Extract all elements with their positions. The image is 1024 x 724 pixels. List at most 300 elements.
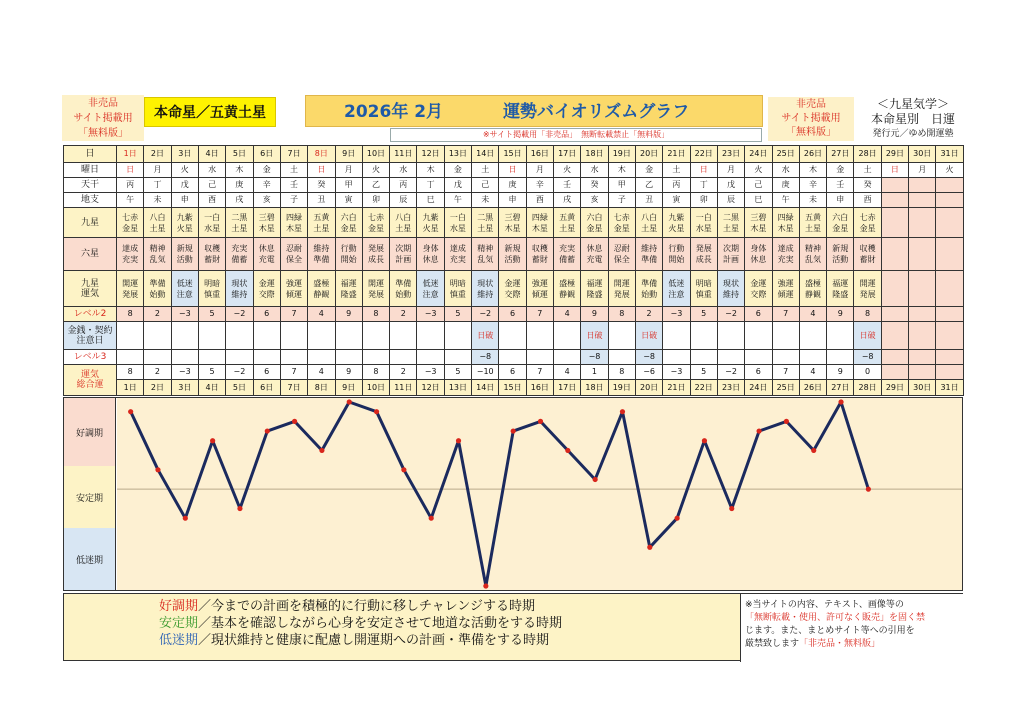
legend-box — [63, 593, 963, 661]
cell-text: 七赤金星 — [613, 212, 630, 233]
total-value: 4 — [308, 365, 334, 380]
row-label: 九星 — [64, 208, 117, 238]
row-weekday-cell: 日 — [117, 163, 144, 178]
total-day: 1日 — [117, 380, 143, 395]
cell-text: 身体休息 — [422, 244, 439, 264]
row-total-cell — [663, 365, 690, 396]
row-day-cell: 20日 — [635, 146, 662, 163]
row-level2-cell: 2 — [390, 307, 417, 322]
data-point — [620, 409, 625, 414]
row-level3-cell — [772, 350, 799, 365]
legend-good-word: 好調期 — [159, 599, 199, 614]
copyright-notice — [740, 594, 964, 662]
row-level3-cell — [554, 350, 581, 365]
copy-line-part: 「非売品・無料版」 — [799, 639, 881, 649]
legend-good-text: ／今までの計画を積極的に行動に移しチャレンジする時期 — [198, 599, 535, 614]
total-value: 2 — [144, 365, 170, 380]
total-value: −3 — [417, 365, 443, 380]
total-day: 23日 — [718, 380, 744, 395]
row-tenkan-cell: 戊 — [444, 178, 471, 193]
row-weekday-cell: 月 — [335, 163, 362, 178]
row-day-cell: 12日 — [417, 146, 444, 163]
row-level3-cell — [827, 350, 854, 365]
row-weekday-cell: 月 — [909, 163, 936, 178]
data-point — [210, 438, 215, 443]
cell-text: 準備始動 — [395, 278, 412, 299]
row-level3-cell — [198, 350, 225, 365]
row-kyusei-cell — [226, 208, 253, 238]
row-label: レベル2 — [64, 307, 117, 322]
row-kinsen-cell — [171, 322, 198, 350]
cell-text: 充実備蓄 — [231, 244, 248, 264]
total-day: 3日 — [172, 380, 198, 395]
row-unki-cell — [253, 271, 280, 307]
cell-text: 七赤金星 — [859, 212, 876, 233]
row-label: 九星 運気 — [64, 271, 117, 307]
data-point — [292, 419, 297, 424]
row-unki-cell — [362, 271, 389, 307]
total-value: 5 — [691, 365, 717, 380]
row-chishi-cell: 午 — [772, 193, 799, 208]
row-total-cell — [308, 365, 335, 396]
cell-text: 達成充実 — [122, 244, 139, 264]
row-kinsen-cell — [280, 322, 307, 350]
row-day-cell: 6日 — [253, 146, 280, 163]
row-level2-cell: 6 — [745, 307, 772, 322]
cell-text: 明暗慎重 — [695, 278, 712, 299]
left-nonsale-line: 「無料版」 — [78, 128, 128, 139]
row-chishi — [64, 193, 964, 208]
row-chishi-cell: 辰 — [390, 193, 417, 208]
left-nonsale-badge — [62, 95, 144, 141]
row-unki-cell — [799, 271, 826, 307]
row-kinsen-cell — [827, 322, 854, 350]
total-day: 14日 — [472, 380, 498, 395]
row-level3-cell — [226, 350, 253, 365]
row-rokusei-cell — [909, 238, 936, 271]
row-level3-cell — [253, 350, 280, 365]
total-day: 29日 — [882, 380, 908, 395]
cell-text: 八白土星 — [641, 212, 658, 233]
row-rokusei-cell — [280, 238, 307, 271]
row-weekday-cell: 土 — [280, 163, 307, 178]
cell-text: 精神乱気 — [477, 244, 494, 264]
cell-text: 低迷注意 — [176, 278, 193, 299]
row-chishi-cell: 午 — [444, 193, 471, 208]
row-kinsen-cell: 日破 — [581, 322, 608, 350]
row-tenkan-cell: 辛 — [253, 178, 280, 193]
cell-text: 四緑木星 — [777, 212, 794, 233]
biorhythm-chart — [63, 397, 963, 591]
row-weekday-cell: 火 — [554, 163, 581, 178]
row-total-cell — [117, 365, 144, 396]
row-kinsen-cell — [117, 322, 144, 350]
row-total-cell — [198, 365, 225, 396]
row-kyusei-cell — [909, 208, 936, 238]
row-rokusei-cell — [772, 238, 799, 271]
row-total-cell — [881, 365, 908, 396]
row-kinsen-cell — [690, 322, 717, 350]
row-total-cell — [253, 365, 280, 396]
row-weekday — [64, 163, 964, 178]
row-level2-cell: −3 — [417, 307, 444, 322]
total-value: 5 — [199, 365, 225, 380]
row-rokusei-cell — [171, 238, 198, 271]
title-date: 2026年 2月 — [344, 102, 444, 122]
total-value — [882, 365, 908, 380]
total-value: 8 — [363, 365, 389, 380]
row-rokusei-cell — [717, 238, 744, 271]
row-total-cell — [827, 365, 854, 396]
row-day-cell: 26日 — [799, 146, 826, 163]
row-chishi-cell: 亥 — [581, 193, 608, 208]
row-level3-cell — [280, 350, 307, 365]
row-rokusei-cell — [854, 238, 881, 271]
data-point — [675, 516, 680, 521]
cell-text: 一白水星 — [695, 212, 712, 233]
row-day-cell: 30日 — [909, 146, 936, 163]
row-kyusei-cell — [717, 208, 744, 238]
row-label: 地支 — [64, 193, 117, 208]
total-day: 27日 — [827, 380, 853, 395]
cell-text: 六白金星 — [832, 212, 849, 233]
row-day-cell: 22日 — [690, 146, 717, 163]
cell-text: 三碧木星 — [258, 212, 275, 233]
row-unki-cell — [936, 271, 963, 307]
data-point — [511, 428, 516, 433]
total-value: −3 — [663, 365, 689, 380]
row-kinsen-cell — [444, 322, 471, 350]
cell-text: 七赤金星 — [122, 212, 139, 233]
row-kinsen-cell — [608, 322, 635, 350]
row-level3-cell — [608, 350, 635, 365]
row-label: 六星 — [64, 238, 117, 271]
legend-low-text: ／現状維持と健康に配慮し開運期への計画・準備をする時期 — [198, 633, 550, 648]
cell-text: 発展成長 — [695, 244, 712, 264]
row-day-cell: 27日 — [827, 146, 854, 163]
row-kyusei-cell — [854, 208, 881, 238]
cell-text: 一白水星 — [204, 212, 221, 233]
cell-text: 新規活動 — [504, 244, 521, 264]
total-value: 9 — [827, 365, 853, 380]
row-level3-cell: −8 — [581, 350, 608, 365]
row-unki — [64, 271, 964, 307]
row-tenkan-cell: 癸 — [854, 178, 881, 193]
row-total-cell — [799, 365, 826, 396]
row-level2-cell: 9 — [581, 307, 608, 322]
row-level2-cell: −3 — [171, 307, 198, 322]
row-weekday-cell: 金 — [444, 163, 471, 178]
row-day-cell: 1日 — [117, 146, 144, 163]
row-rokusei-cell — [526, 238, 553, 271]
cell-text: 精神乱気 — [804, 244, 821, 264]
row-weekday-cell: 月 — [144, 163, 171, 178]
total-day: 10日 — [363, 380, 389, 395]
row-weekday-cell: 日 — [690, 163, 717, 178]
right-nonsale-badge — [768, 97, 854, 141]
row-weekday-cell: 日 — [308, 163, 335, 178]
row-weekday-cell: 土 — [663, 163, 690, 178]
row-day-cell: 2日 — [144, 146, 171, 163]
legend-low-word: 低迷期 — [159, 633, 199, 648]
data-point — [729, 506, 734, 511]
cell-text: 現状維持 — [231, 278, 248, 299]
left-nonsale-line: サイト掲載用 — [73, 113, 133, 124]
row-kyusei-cell — [335, 208, 362, 238]
row-kinsen-cell — [909, 322, 936, 350]
cell-text: 収穫蓄財 — [859, 244, 876, 264]
row-rokusei-cell — [827, 238, 854, 271]
total-day: 26日 — [800, 380, 826, 395]
cell-text: 開運発展 — [122, 278, 139, 299]
row-rokusei-cell — [635, 238, 662, 271]
row-total-cell — [745, 365, 772, 396]
row-level2-cell: −3 — [663, 307, 690, 322]
row-tenkan-cell: 庚 — [772, 178, 799, 193]
total-day: 2日 — [144, 380, 170, 395]
row-total-cell — [144, 365, 171, 396]
row-unki-cell — [690, 271, 717, 307]
cell-text: 低迷注意 — [668, 278, 685, 299]
row-total-cell — [526, 365, 553, 396]
cell-text: 盛極静観 — [559, 278, 576, 299]
total-value — [936, 365, 962, 380]
total-day: 12日 — [417, 380, 443, 395]
row-day-cell: 8日 — [308, 146, 335, 163]
cell-text: 三碧木星 — [750, 212, 767, 233]
legend-lines — [159, 598, 562, 649]
data-point — [593, 477, 598, 482]
row-total-cell — [690, 365, 717, 396]
row-level2-cell: 7 — [280, 307, 307, 322]
row-weekday-cell: 水 — [772, 163, 799, 178]
total-day: 20日 — [636, 380, 662, 395]
row-day-cell: 21日 — [663, 146, 690, 163]
row-chishi-cell: 子 — [608, 193, 635, 208]
row-chishi-cell: 酉 — [854, 193, 881, 208]
row-level2-cell: 4 — [799, 307, 826, 322]
row-unki-cell — [444, 271, 471, 307]
row-kinsen-cell — [499, 322, 526, 350]
total-day: 13日 — [445, 380, 471, 395]
row-kinsen-cell — [663, 322, 690, 350]
row-chishi-cell: 酉 — [526, 193, 553, 208]
row-level2-cell: 4 — [308, 307, 335, 322]
row-rokusei-cell — [390, 238, 417, 271]
data-point — [647, 545, 652, 550]
right-nonsale-line: 「無料版」 — [786, 127, 836, 138]
total-day: 6日 — [254, 380, 280, 395]
page-title — [305, 95, 763, 127]
row-weekday-cell: 日 — [499, 163, 526, 178]
row-level3-cell — [117, 350, 144, 365]
row-unki-cell — [745, 271, 772, 307]
total-day: 4日 — [199, 380, 225, 395]
data-point — [374, 409, 379, 414]
cell-text: 四緑木星 — [531, 212, 548, 233]
row-weekday-cell: 火 — [936, 163, 963, 178]
publisher: 発行元／ゆめ開運塾 — [872, 129, 954, 139]
legend-stable — [159, 615, 562, 632]
row-total-cell — [280, 365, 307, 396]
row-level3-cell — [526, 350, 553, 365]
row-total-cell — [362, 365, 389, 396]
row-tenkan-cell: 己 — [198, 178, 225, 193]
row-rokusei-cell — [117, 238, 144, 271]
row-level2-cell: 5 — [444, 307, 471, 322]
row-chishi-cell: 丑 — [308, 193, 335, 208]
row-tenkan-cell — [881, 178, 908, 193]
row-weekday-cell: 金 — [827, 163, 854, 178]
total-day: 21日 — [663, 380, 689, 395]
row-rokusei-cell — [745, 238, 772, 271]
row-weekday-cell: 月 — [717, 163, 744, 178]
cell-text: 行動開始 — [668, 244, 685, 264]
row-chishi-cell — [909, 193, 936, 208]
row-level2-cell: −2 — [226, 307, 253, 322]
row-label: 天干 — [64, 178, 117, 193]
row-total-cell — [772, 365, 799, 396]
cell-text: 三碧木星 — [504, 212, 521, 233]
row-unki-cell — [635, 271, 662, 307]
total-day: 11日 — [390, 380, 416, 395]
row-day-cell: 3日 — [171, 146, 198, 163]
row-level2-cell: 6 — [499, 307, 526, 322]
row-tenkan-cell: 戊 — [717, 178, 744, 193]
row-tenkan-cell: 庚 — [226, 178, 253, 193]
row-kyusei-cell — [635, 208, 662, 238]
row-total-cell — [554, 365, 581, 396]
row-unki-cell — [417, 271, 444, 307]
row-weekday-cell: 日 — [881, 163, 908, 178]
total-day: 15日 — [499, 380, 525, 395]
total-value: 0 — [854, 365, 880, 380]
cell-text: 身体休息 — [750, 244, 767, 264]
row-total-cell — [936, 365, 963, 396]
row-day-cell: 24日 — [745, 146, 772, 163]
cell-text: 一白水星 — [449, 212, 466, 233]
total-value: 8 — [609, 365, 635, 380]
row-weekday-cell: 土 — [472, 163, 499, 178]
row-level2-cell: 2 — [635, 307, 662, 322]
row-total-cell — [717, 365, 744, 396]
row-level3-cell — [144, 350, 171, 365]
total-day: 5日 — [226, 380, 252, 395]
row-rokusei-cell — [472, 238, 499, 271]
total-day: 28日 — [854, 380, 880, 395]
cell-text: 達成充実 — [449, 244, 466, 264]
cell-text: 盛極静観 — [804, 278, 821, 299]
cell-text: 六白金星 — [340, 212, 357, 233]
copy-line: 「無断転載・使用、許可なく販売」を固く禁 — [745, 613, 926, 623]
row-kyusei-cell — [499, 208, 526, 238]
row-unki-cell — [581, 271, 608, 307]
total-day: 22日 — [691, 380, 717, 395]
row-chishi-cell: 午 — [117, 193, 144, 208]
row-total-cell — [499, 365, 526, 396]
total-value: 4 — [554, 365, 580, 380]
row-chishi-cell: 辰 — [717, 193, 744, 208]
row-kyusei-cell — [280, 208, 307, 238]
total-day: 16日 — [527, 380, 553, 395]
cell-text: 現状維持 — [723, 278, 740, 299]
row-level2-cell: 7 — [772, 307, 799, 322]
total-value: 5 — [445, 365, 471, 380]
row-kyusei-cell — [772, 208, 799, 238]
row-level2-cell: 4 — [554, 307, 581, 322]
chart-plot — [64, 398, 962, 590]
row-total-cell — [417, 365, 444, 396]
data-point — [483, 583, 488, 588]
row-kyusei-cell — [390, 208, 417, 238]
cell-text: 忍耐保全 — [286, 244, 303, 264]
row-kinsen-cell: 日破 — [854, 322, 881, 350]
cell-text: 収穫蓄財 — [531, 244, 548, 264]
total-day: 30日 — [909, 380, 935, 395]
row-chishi-cell: 申 — [171, 193, 198, 208]
row-kinsen-cell — [936, 322, 963, 350]
row-label: 日 — [64, 146, 117, 163]
row-total-cell — [635, 365, 662, 396]
row-level3-cell — [335, 350, 362, 365]
fortune-table — [63, 145, 964, 396]
row-chishi-cell: 巳 — [417, 193, 444, 208]
legend-low — [159, 632, 562, 649]
row-unki-cell — [335, 271, 362, 307]
row-day-cell: 14日 — [472, 146, 499, 163]
row-kyusei-cell — [608, 208, 635, 238]
row-chishi-cell: 戌 — [226, 193, 253, 208]
row-kinsen-cell — [390, 322, 417, 350]
row-rokusei-cell — [881, 238, 908, 271]
row-total-cell — [472, 365, 499, 396]
total-value: 2 — [390, 365, 416, 380]
row-kyusei-cell — [827, 208, 854, 238]
row-tenkan-cell: 丙 — [117, 178, 144, 193]
row-kyusei-cell — [663, 208, 690, 238]
row-unki-cell — [308, 271, 335, 307]
row-label: レベル3 — [64, 350, 117, 365]
row-kyusei — [64, 208, 964, 238]
row-tenkan-cell: 庚 — [499, 178, 526, 193]
row-day-cell: 25日 — [772, 146, 799, 163]
row-kyusei-cell — [444, 208, 471, 238]
row-chishi-cell: 巳 — [745, 193, 772, 208]
total-value: 6 — [745, 365, 771, 380]
cell-text: 低迷注意 — [422, 278, 439, 299]
total-value: 9 — [336, 365, 362, 380]
row-unki-cell — [772, 271, 799, 307]
right-nonsale-line: サイト掲載用 — [781, 113, 841, 124]
right-nonsale-line: 非売品 — [796, 99, 826, 110]
cell-text: 次期計画 — [723, 244, 740, 264]
row-kinsen-cell — [226, 322, 253, 350]
row-day-cell: 17日 — [554, 146, 581, 163]
cell-text: 八白土星 — [395, 212, 412, 233]
row-unki-cell — [717, 271, 744, 307]
row-total-cell — [171, 365, 198, 396]
row-unki-cell — [663, 271, 690, 307]
cell-text: 休息充電 — [258, 244, 275, 264]
total-day: 9日 — [336, 380, 362, 395]
row-day — [64, 146, 964, 163]
cell-text: 開運発展 — [613, 278, 630, 299]
row-tenkan-cell: 己 — [472, 178, 499, 193]
cell-text: 次期計画 — [395, 244, 412, 264]
cell-text: 休息充電 — [586, 244, 603, 264]
legend-stable-text: ／基本を確認しながら心身を安定させて地道な活動をする時期 — [198, 616, 563, 631]
row-day-cell: 28日 — [854, 146, 881, 163]
